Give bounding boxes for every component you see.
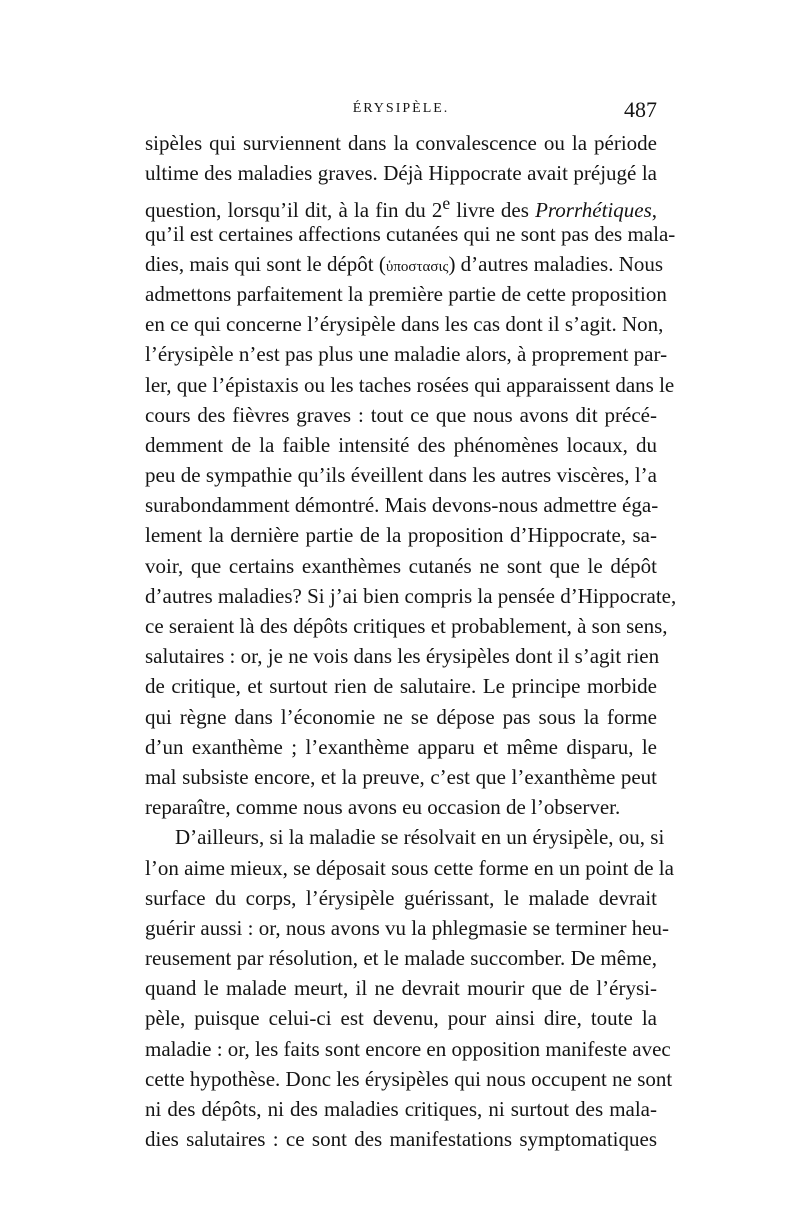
text-line: sipèles qui surviennent dans la convalescence ou la période [145, 131, 657, 155]
text-line: d’autres maladies? Si j’ai bien compris la pensée d’Hippocrate, [145, 583, 677, 608]
text-line: dies salutaires : ce sont des manifestations symptomatiques [145, 1127, 657, 1152]
text-line: maladie : or, les faits sont encore en opposition manifeste avec [145, 1036, 671, 1061]
text-line: d’un exanthème ; l’exanthème apparu et même disparu, le [145, 734, 657, 759]
text-line: en ce qui concerne l’érysipèle dans les cas dont il s’agit. Non, [145, 312, 664, 337]
text-fragment: question, lorsqu’il dit, à la fin du 2 [145, 198, 443, 223]
text-line: de critique, et surtout rien de salutaire. Le principe morbide [145, 674, 657, 699]
text-line: guérir aussi : or, nous avons vu la phlegmasie se terminer heu- [145, 915, 670, 940]
text-line: reusement par résolution, et le malade succomber. De même, [145, 946, 657, 971]
text-line: mal subsiste encore, et la preuve, c’est que l’exanthème peut [145, 764, 657, 789]
text-line: l’on aime mieux, se déposait sous cette forme en un point de la [145, 855, 674, 880]
page-number: 487 [624, 97, 657, 122]
greek-term: ὑποστασις [385, 258, 449, 275]
text-fragment: ) d’autres maladies. Nous [448, 251, 664, 276]
text-line: ce seraient là des dépôts critiques et probablement, à son sens, [145, 614, 668, 638]
italic-title: Prorrhétiques [535, 198, 652, 223]
text-line: admettons parfaitement la première partie de cette proposition [145, 281, 667, 306]
ordinal-superscript: e [442, 193, 451, 214]
text-line: demment de la faible intensité des phénomènes locaux, du [145, 432, 657, 457]
text-line: cours des fièvres graves : tout ce que nous avons dit précé- [145, 402, 657, 427]
text-line: voir, que certains exanthèmes cutanés ne sont que le dépôt [145, 553, 657, 578]
text-line: lement la dernière partie de la proposition d’Hippocrate, sa- [145, 523, 657, 548]
text-line: surabondamment démontré. Mais devons-nous admettre éga- [145, 493, 659, 518]
text-fragment: , [651, 198, 657, 223]
text-line [145, 188, 657, 223]
text-line: ultime des maladies graves. Déjà Hippocrate avait préjugé la [145, 161, 657, 186]
text-line: ler, que l’épistaxis ou les taches rosées qui apparaissent dans le [145, 372, 675, 397]
text-line: pèle, puisque celui-ci est devenu, pour ainsi dire, toute la [145, 1006, 657, 1031]
body-text [145, 128, 677, 1154]
running-title: ÉRYSIPÈLE. [352, 101, 450, 116]
text-line: qui règne dans l’économie ne se dépose pas sous la forme [145, 704, 657, 729]
text-line: surface du corps, l’érysipèle guérissant, le malade devrait [145, 885, 657, 910]
text-line: reparaître, comme nous avons eu occasion de l’observer. [145, 795, 621, 820]
text-line: cette hypothèse. Donc les érysipèles qui nous occupent ne sont [145, 1066, 673, 1091]
text-line: D’ailleurs, si la maladie se résolvait en un érysipèle, ou, si [175, 825, 665, 850]
text-line: peu de sympathie qu’ils éveillent dans les autres viscères, l’a [145, 463, 657, 488]
text-line: ni des dépôts, ni des maladies critiques, ni surtout des mala- [145, 1097, 657, 1121]
text-line: quand le malade meurt, il ne devrait mourir que de l’érysi- [145, 976, 657, 1001]
text-fragment: livre des [450, 198, 536, 223]
text-line: salutaires : or, je ne vois dans les érysipèles dont il s’agit rien [145, 644, 660, 669]
text-fragment: dies, mais qui sont le dépôt ( [145, 251, 386, 276]
running-head [145, 97, 657, 121]
text-line [145, 249, 664, 279]
text-line: l’érysipèle n’est pas plus une maladie alors, à proprement par- [145, 342, 668, 367]
text-line: qu’il est certaines affections cutanées qui ne sont pas des mala- [145, 221, 676, 246]
